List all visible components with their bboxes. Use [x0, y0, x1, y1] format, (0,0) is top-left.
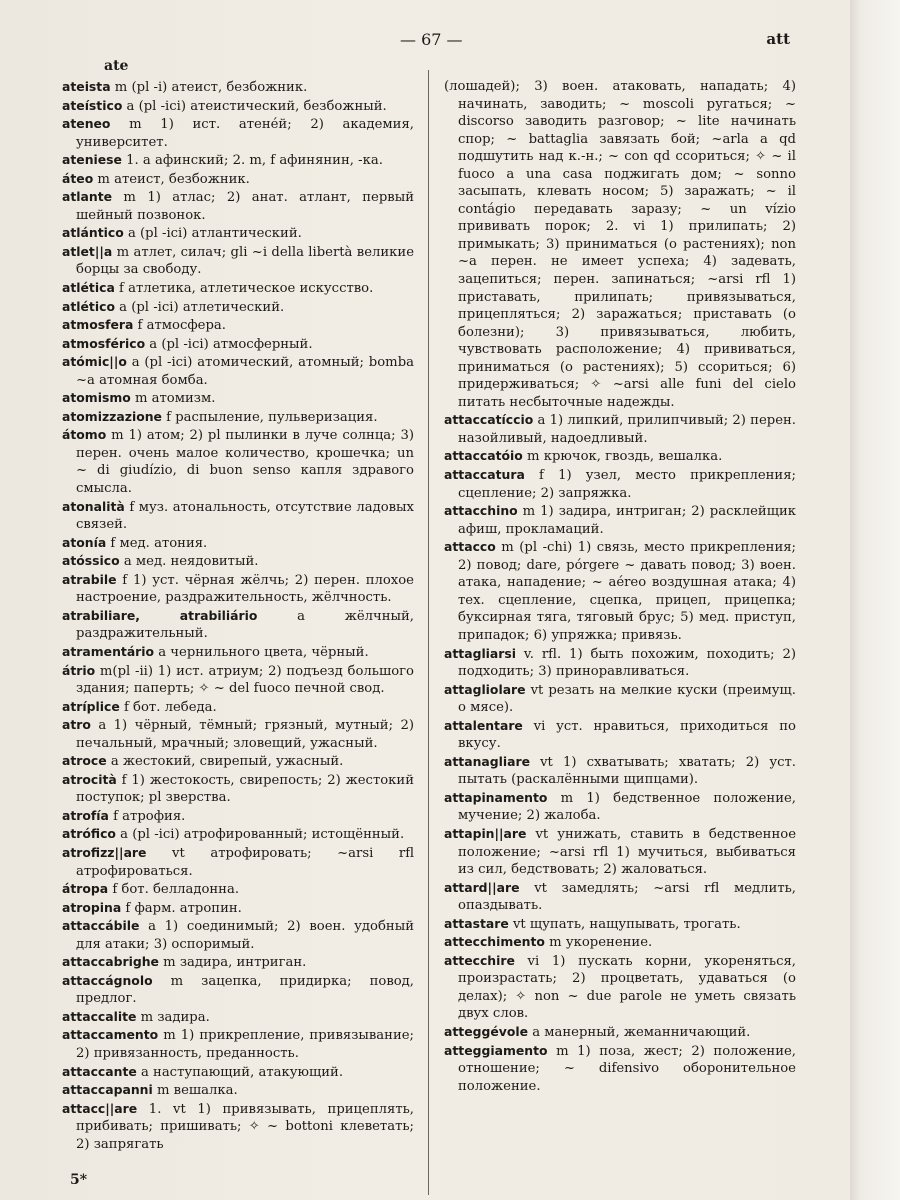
- entry-headword: attagliolare: [444, 681, 526, 697]
- entry-headword: attaccatura: [444, 467, 525, 483]
- entry-headword: atmosférico: [62, 335, 146, 351]
- entry-definition: f муз. атональность, отсутствие ладовых связей.: [76, 499, 414, 533]
- entry-definition: m (pl -i) атеист, безбожник.: [110, 80, 308, 95]
- entry-headword: attacc||are: [62, 1100, 138, 1116]
- entry-definition: m задира, интриган.: [158, 955, 307, 971]
- dictionary-entry: [444, 411, 796, 447]
- entry-definition: a (pl -ici) атрофированный; истощённый.: [115, 827, 405, 843]
- entry-headword: ateneo: [62, 116, 111, 132]
- entry-headword: atro: [62, 717, 91, 733]
- entry-definition: a 1) чёрный, тёмный; грязный, мутный; 2) печальный, мрачный; зловещий, ужасный.: [76, 718, 414, 751]
- entry-definition: m(pl -ii) 1) ист. атриум; 2) подъезд большого здания; паперть; ✧ ~ del fuoco печной свод.: [76, 663, 414, 697]
- entry-headword: átropa: [62, 881, 109, 897]
- dictionary-entry: [62, 953, 414, 972]
- entry-definition: a (pl -ici) атеистический, безбожный.: [122, 98, 387, 114]
- entry-definition: m 1) ист. атенéй; 2) академия, университет.: [76, 117, 414, 150]
- entry-headword: attacchino: [444, 503, 518, 519]
- entry-definition: m 1) атом; 2) pl пылинки в луче солнца; 3) перен. очень малое количество, крошечка; un ~ di giudízio, di buon senso капля здравого смысла.: [76, 428, 414, 497]
- dictionary-entry: [62, 1081, 414, 1100]
- entry-definition: a 1) соединимый; 2) воен. удобный для атаки; 3) оспоримый.: [76, 919, 414, 952]
- entry-headword: atomismo: [62, 390, 131, 406]
- entry-definition: a жестокий, свирепый, ужасный.: [106, 754, 344, 770]
- entry-headword: atómic||o: [62, 354, 127, 370]
- entry-definition: m 1) бедственное положение, мучение; 2) жалоба.: [458, 790, 796, 824]
- dictionary-entry: [62, 917, 414, 953]
- entry-headword: atlético: [62, 298, 115, 314]
- dictionary-entry: [62, 716, 414, 752]
- dictionary-entry: [444, 879, 796, 915]
- entry-headword: atramentário: [62, 643, 155, 659]
- entry-headword: atlética: [62, 280, 115, 296]
- dictionary-entry: [62, 224, 414, 243]
- right-column: [444, 78, 796, 1178]
- entry-definition: a жёлчный, раздражительный.: [76, 608, 414, 642]
- entry-definition: vi 1) пускать корни, укореняться, произрастать; 2) процветать, удаваться (о делах); ✧ non ~ due parole не уметь связать двух слов.: [458, 953, 796, 1022]
- entry-definition: m 1) атлас; 2) анат. атлант, первый шейный позвонок.: [76, 190, 414, 223]
- dictionary-entry: [62, 353, 414, 389]
- dictionary-entry: [62, 1063, 414, 1082]
- entry-definition: f бот. лебеда.: [119, 699, 217, 715]
- dictionary-entry: [62, 972, 414, 1008]
- entry-definition: m атлет, силач; gli ~i della libertà великие борцы за свободу.: [76, 244, 414, 278]
- entry-headword: atteggiamento: [444, 1042, 548, 1058]
- dictionary-entry: [62, 498, 414, 534]
- entry-definition: vi уст. нравиться, приходиться по вкусу.: [458, 718, 796, 752]
- dictionary-entry: [444, 825, 796, 879]
- entry-definition: f 1) уст. чёрная жёлчь; 2) перен. плохое настроение, раздражительность, жёлчность.: [76, 572, 414, 606]
- entry-headword: attaccágnolo: [62, 972, 153, 988]
- entry-definition: vt 1) схватывать; хватать; 2) уст. пытать (раскалёнными щипцами).: [458, 754, 796, 788]
- entry-headword: atropina: [62, 899, 122, 915]
- entry-headword: atrabiliare, atrabiliário: [62, 607, 258, 623]
- entry-definition: f распыление, пульверизация.: [161, 409, 378, 425]
- entry-definition: f атрофия.: [108, 808, 186, 824]
- signature-mark: 5*: [70, 1172, 88, 1188]
- dictionary-entry: [444, 717, 796, 753]
- entry-headword: attaccatóio: [444, 448, 523, 464]
- entry-headword: atrofizz||are: [62, 844, 147, 860]
- entry-headword: atrofía: [62, 807, 109, 823]
- entry-definition: a (pl -ici) атлетический.: [114, 299, 285, 315]
- dictionary-entry: [62, 298, 414, 317]
- entry-headword: attaccapanni: [62, 1082, 153, 1098]
- dictionary-entry: [444, 753, 796, 789]
- entry-definition: a (pl -ici) атомический, атомный; bomba ~a атомная бомба.: [76, 355, 414, 388]
- entry-headword: attapinamento: [444, 789, 548, 805]
- dictionary-entry: [444, 933, 796, 952]
- entry-definition: vt резать на мелкие куски (преимущ. о мясе).: [458, 682, 796, 716]
- dictionary-entry: [444, 789, 796, 825]
- entry-definition: f 1) жестокость, свирепость; 2) жестокий поступок; pl зверства.: [76, 772, 414, 806]
- page-number: — 67 —: [400, 30, 463, 49]
- entry-headword: attacco: [444, 539, 496, 555]
- entry-headword: ateniese: [62, 152, 122, 168]
- entry-definition: a манерный, жеманничающий.: [528, 1024, 751, 1040]
- entry-definition: f атмосфера.: [133, 318, 226, 334]
- entry-headword: atonalità: [62, 498, 125, 514]
- entry-definition: 1. a афинский; 2. m, f афинянин, -ка.: [121, 153, 383, 169]
- entry-definition: m укоренение.: [544, 935, 653, 951]
- dictionary-entry: [62, 188, 414, 224]
- entry-headword: attastare: [444, 915, 509, 931]
- dictionary-entry: [62, 389, 414, 408]
- dictionary-entry: [444, 78, 796, 411]
- entry-definition: m 1) задира, интриган; 2) расклейщик афиш, прокламаций.: [458, 504, 796, 537]
- entry-definition: a (pl -ici) атмосферный.: [145, 336, 313, 352]
- entry-definition: m задира.: [136, 1009, 210, 1025]
- dictionary-entry: [62, 607, 414, 643]
- entry-headword: atomizzazione: [62, 408, 162, 424]
- dictionary-entry: [62, 243, 414, 279]
- entry-definition: f фарм. атропин.: [121, 900, 242, 916]
- dictionary-entry: [62, 880, 414, 899]
- entry-headword: atrófico: [62, 826, 116, 842]
- dictionary-entry: [62, 844, 414, 880]
- dictionary-entry: [62, 899, 414, 918]
- entry-headword: atóssico: [62, 553, 120, 569]
- entry-definition: f атлетика, атлетическое искусство.: [114, 281, 374, 297]
- dictionary-entry: [62, 752, 414, 771]
- dictionary-entry: [62, 335, 414, 354]
- entry-headword: attalentare: [444, 717, 523, 733]
- dictionary-entry: [444, 681, 796, 717]
- entry-definition: f 1) узел, место прикрепления; сцепление; 2) запряжка.: [458, 468, 796, 501]
- entry-headword: attaccamento: [62, 1027, 159, 1043]
- dictionary-entry: [62, 316, 414, 335]
- dictionary-entry: [62, 170, 414, 189]
- column-divider: [428, 70, 429, 1195]
- dictionary-entry: [62, 151, 414, 170]
- entry-definition: m зацепка, придирка; повод, предлог.: [76, 973, 414, 1007]
- dictionary-entry: [62, 825, 414, 844]
- entry-definition: m атеист, безбожник.: [93, 171, 250, 187]
- dictionary-entry: [62, 552, 414, 571]
- entry-headword: attagliarsi: [444, 645, 517, 661]
- dictionary-entry: [444, 466, 796, 502]
- entry-headword: attecchire: [444, 952, 515, 968]
- dictionary-entry: [62, 1026, 414, 1062]
- dictionary-entry: [62, 771, 414, 807]
- page-header: [70, 30, 790, 74]
- entry-definition: (лошадей); 3) воен. атаковать, нападать; 4) начинать, заводить; ~ moscoli ругаться; ~ discorso заводить разговор; ~ lite начинать спор; ~ battaglia завязать бой; ~arla a qd подшутить над к.-н.; ~ con qd ссориться; ✧ ~ il fuoco a una casa поджигать дом; ~ sonno засыпать, клевать носом; 5) заражать; ~ il contágio передавать заразу; ~ un vízio прививать порок; 2. vi 1) прилипать; 2) примыкать; 3) приниматься (о растениях); non ~a перен. не имеет успеха; 4) задевать, зацепиться; перен. запинаться; ~arsi rfl 1) приставать, прилипать; привязываться, прицепляться; 2) заражаться; приставать (о болезни); 3) привязываться, любить, чувствовать расположение; 4) прививаться, приниматься (о растениях); 5) ссориться; 6) придерживаться; ✧ ~arsi alle funi del cielo питать несбыточные надежды.: [444, 79, 796, 410]
- entry-headword: átomo: [62, 427, 107, 443]
- entry-headword: atmosfera: [62, 317, 134, 333]
- dictionary-entry: [62, 78, 414, 97]
- entry-headword: atroce: [62, 753, 107, 769]
- dictionary-entry: [444, 1042, 796, 1096]
- entry-headword: atlet||a: [62, 243, 113, 259]
- entry-headword: attaccábile: [62, 918, 140, 934]
- entry-headword: áteo: [62, 170, 94, 186]
- entry-definition: a наступающий, атакующий.: [136, 1064, 344, 1080]
- left-column: [62, 78, 414, 1178]
- entry-definition: m 1) прикрепление, привязывание; 2) привязанность, преданность.: [76, 1028, 414, 1061]
- entry-definition: f мед. атония.: [106, 535, 208, 551]
- entry-headword: ateista: [62, 79, 111, 94]
- dictionary-entry: [444, 447, 796, 466]
- entry-headword: attapin||are: [444, 825, 527, 841]
- entry-definition: vt атрофировать; ~arsi rfl атрофироваться.: [76, 845, 414, 879]
- entry-definition: m атомизм.: [130, 391, 216, 407]
- dictionary-entry: [444, 952, 796, 1023]
- right-guide-word: att: [766, 30, 790, 48]
- entry-headword: atonía: [62, 534, 107, 550]
- entry-definition: vt унижать, ставить в бедственное положение; ~arsi rfl 1) мучиться, выбиваться из сил, бедствовать; 2) жаловаться.: [458, 826, 796, 878]
- entry-headword: atrocità: [62, 771, 117, 787]
- dictionary-entry: [62, 408, 414, 427]
- entry-definition: m вешалка.: [152, 1083, 238, 1099]
- entry-headword: ateístico: [62, 97, 123, 113]
- entry-definition: m (pl -chi) 1) связь, место прикрепления; 2) повод; dare, pórgere ~ давать повод; 3) воен. атака, нападение; ~ aéreo воздушная атака; 4) тех. сцепление, сцепка, прицеп, прицепка; буксирная тяга, тяговый брус; 5) мед. приступ, припадок; 6) упряжка; привязь.: [458, 540, 796, 643]
- entry-headword: attaccabrighe: [62, 954, 159, 970]
- dictionary-entry: [444, 1023, 796, 1042]
- entry-definition: f бот. белладонна.: [108, 882, 240, 898]
- entry-headword: attaccante: [62, 1063, 137, 1079]
- dictionary-entry: [62, 698, 414, 717]
- entry-headword: átrio: [62, 662, 96, 678]
- entry-headword: atlántico: [62, 225, 124, 241]
- entry-definition: vt щупать, нащупывать, трогать.: [508, 916, 741, 932]
- entry-headword: atteggévole: [444, 1023, 528, 1039]
- entry-definition: m крючок, гвоздь, вешалка.: [522, 449, 723, 465]
- entry-headword: attanagliare: [444, 753, 530, 769]
- dictionary-entry: [444, 915, 796, 934]
- entry-definition: a 1) липкий, прилипчивый; 2) перен. назойливый, надоедливый.: [458, 413, 796, 446]
- dictionary-entry: [62, 643, 414, 662]
- entry-definition: a мед. неядовитый.: [119, 554, 259, 570]
- entry-definition: 1. vt 1) привязывать, прицеплять, прибивать; пришивать; ✧ ~ bottoni клеветать; 2) запрягать: [76, 1101, 414, 1152]
- entry-headword: atlante: [62, 189, 113, 205]
- left-guide-word: ate: [104, 58, 129, 74]
- entry-headword: attaccatíccio: [444, 412, 534, 428]
- entry-definition: a чернильного цвета, чёрный.: [154, 644, 369, 660]
- dictionary-entry: [62, 426, 414, 497]
- dictionary-entry: [62, 115, 414, 151]
- dictionary-entry: [444, 502, 796, 538]
- entry-definition: v. rfl. 1) быть похожим, походить; 2) подходить; 3) приноравливаться.: [458, 646, 796, 680]
- entry-definition: m 1) поза, жест; 2) положение, отношение; ~ difensivo оборонительное положение.: [458, 1043, 796, 1094]
- dictionary-entry: [62, 1100, 414, 1154]
- dictionary-entry: [62, 1008, 414, 1027]
- dictionary-entry: [62, 534, 414, 553]
- entry-definition: a (pl -ici) атлантический.: [123, 226, 302, 242]
- entry-definition: vt замедлять; ~arsi rfl медлить, опаздывать.: [458, 880, 796, 914]
- entry-headword: attecchimento: [444, 934, 545, 950]
- entry-headword: atríplice: [62, 698, 120, 714]
- dictionary-entry: [444, 645, 796, 681]
- entry-headword: atrabile: [62, 571, 117, 587]
- dictionary-entry: [62, 662, 414, 698]
- entry-headword: attard||are: [444, 879, 520, 895]
- dictionary-entry: [62, 279, 414, 298]
- entry-headword: attaccalite: [62, 1008, 137, 1024]
- dictionary-entry: [62, 807, 414, 826]
- dictionary-entry: [62, 97, 414, 116]
- dictionary-entry: [62, 571, 414, 607]
- dictionary-entry: [444, 538, 796, 644]
